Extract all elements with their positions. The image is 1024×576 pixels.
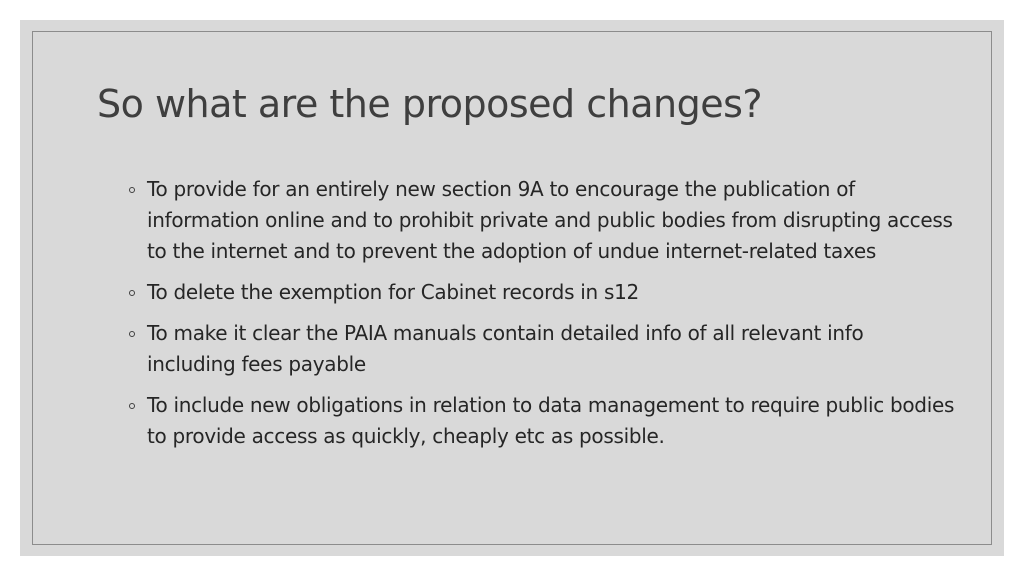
bullet-text: To delete the exemption for Cabinet records in s12 [147,280,639,304]
slide [20,20,1004,556]
bullet-item-2 [125,277,955,308]
slide-title: So what are the proposed changes? [97,82,763,126]
bullet-item-4 [125,390,955,452]
bullet-list [125,174,955,462]
bullet-text: To provide for an entirely new section 9A to encourage the publication of information online and to prohibit private and public bodies from disrupting access to the internet and to prevent the adoption of undue internet-related taxes [147,177,953,263]
hollow-circle-bullet-icon [129,403,135,409]
bullet-item-3 [125,318,955,380]
bullet-text: To include new obligations in relation to data management to require public bodies to provide access as quickly, cheaply etc as possible. [147,393,955,448]
hollow-circle-bullet-icon [129,187,135,193]
hollow-circle-bullet-icon [129,331,135,337]
hollow-circle-bullet-icon [129,290,135,296]
bullet-item-1 [125,174,955,267]
bullet-text: To make it clear the PAIA manuals contain detailed info of all relevant info including fees payable [147,321,864,376]
